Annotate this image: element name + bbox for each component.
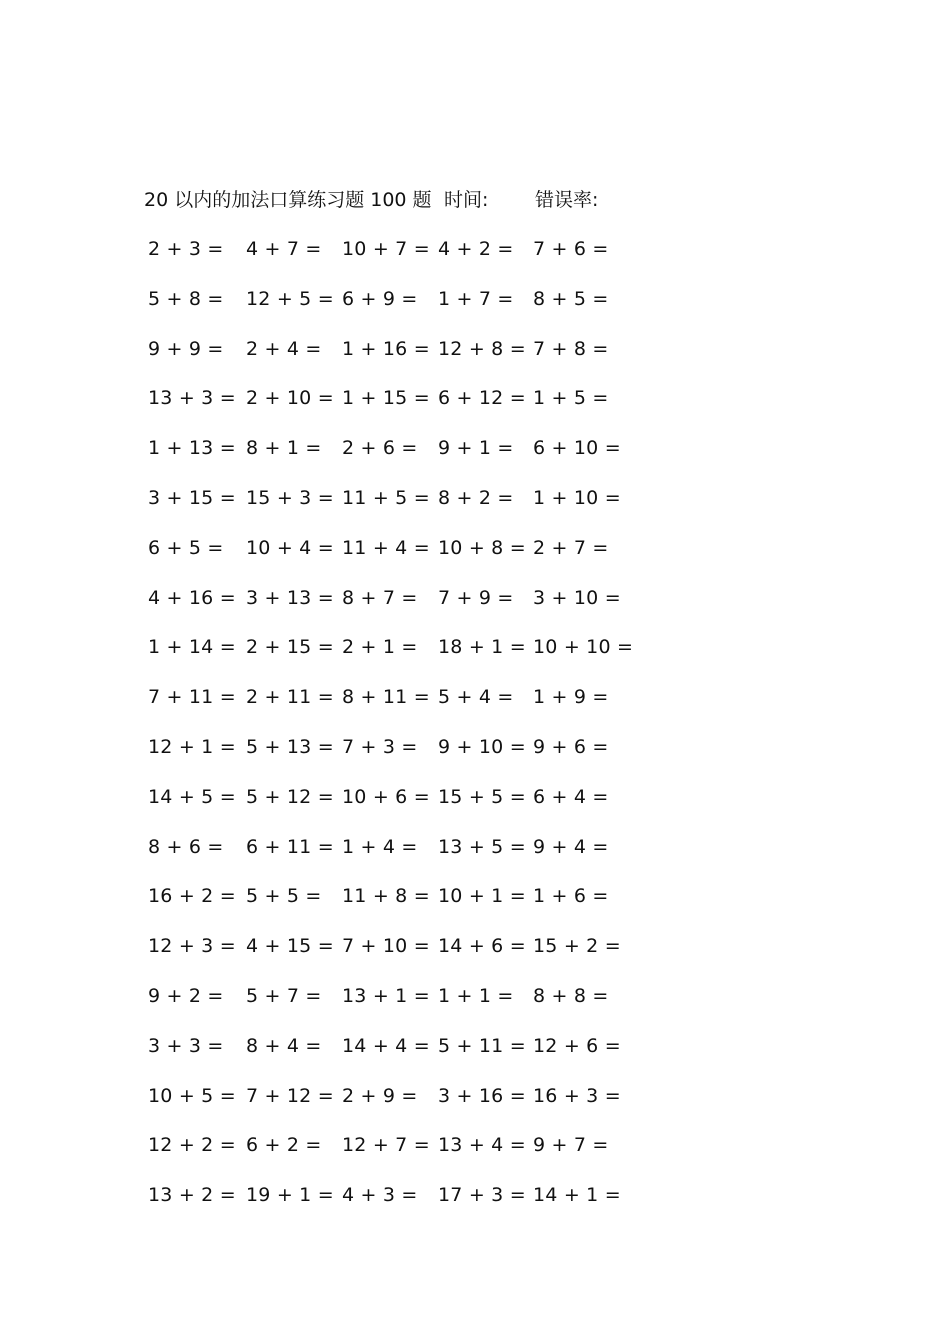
problem-item: 4 + 3 = (342, 1184, 418, 1207)
problem-item: 13 + 5 = (438, 835, 526, 858)
problem-item: 9 + 10 = (438, 736, 526, 758)
problem-item: 4 + 16 = (148, 586, 236, 609)
problem-item: 10 + 7 = (342, 238, 430, 260)
problem-item: 2 + 15 = (246, 636, 334, 659)
problem-row (0, 682, 700, 712)
problem-item: 7 + 11 = (148, 686, 236, 709)
problem-item: 3 + 10 = (533, 586, 621, 609)
problem-item: 2 + 4 = (246, 337, 322, 360)
problem-item: 2 + 7 = (533, 536, 609, 559)
time-label: 时间: (444, 189, 489, 211)
problem-item: 12 + 1 = (148, 736, 236, 758)
problem-item: 9 + 9 = (148, 337, 224, 360)
problem-row (0, 931, 700, 961)
problem-row (0, 1031, 700, 1061)
problem-item: 2 + 3 = (148, 238, 224, 260)
problem-item: 7 + 10 = (342, 935, 430, 958)
problem-item: 6 + 10 = (533, 437, 621, 460)
problem-item: 3 + 13 = (246, 586, 334, 609)
problem-item: 2 + 10 = (246, 387, 334, 410)
problem-item: 12 + 6 = (533, 1034, 621, 1057)
problem-item: 10 + 10 = (533, 636, 634, 659)
problem-item: 7 + 9 = (438, 586, 514, 609)
problem-item: 3 + 16 = (438, 1084, 526, 1107)
problem-item: 9 + 6 = (533, 736, 609, 758)
problem-item: 8 + 7 = (342, 586, 418, 609)
problem-row (0, 483, 700, 513)
problem-item: 18 + 1 = (438, 636, 526, 659)
problem-item: 2 + 11 = (246, 686, 334, 709)
problem-item: 6 + 2 = (246, 1134, 322, 1157)
worksheet-title: 20 以内的加法口算练习题 100 题 (144, 189, 432, 211)
problem-item: 2 + 1 = (342, 636, 418, 659)
problem-item: 11 + 4 = (342, 536, 430, 559)
problem-item: 1 + 15 = (342, 387, 430, 410)
problem-item: 6 + 5 = (148, 536, 224, 559)
problem-item: 6 + 11 = (246, 835, 334, 858)
problem-item: 8 + 6 = (148, 835, 224, 858)
problem-item: 4 + 2 = (438, 238, 514, 260)
problem-item: 8 + 5 = (533, 287, 609, 310)
problem-item: 15 + 2 = (533, 935, 621, 958)
problem-item: 16 + 3 = (533, 1084, 621, 1107)
problem-item: 7 + 3 = (342, 736, 418, 758)
problem-item: 12 + 7 = (342, 1134, 430, 1157)
problem-item: 5 + 8 = (148, 287, 224, 310)
problem-item: 10 + 6 = (342, 785, 430, 808)
problem-item: 10 + 5 = (148, 1084, 236, 1107)
problem-item: 5 + 11 = (438, 1034, 526, 1057)
problem-item: 14 + 1 = (533, 1184, 621, 1207)
problem-row (0, 782, 700, 812)
problem-item: 5 + 4 = (438, 686, 514, 709)
problem-item: 14 + 5 = (148, 785, 236, 808)
problem-item: 10 + 1 = (438, 885, 526, 908)
problem-item: 4 + 15 = (246, 935, 334, 958)
problem-row (0, 234, 700, 264)
problem-item: 1 + 16 = (342, 337, 430, 360)
problem-row (0, 881, 700, 911)
problem-item: 8 + 2 = (438, 487, 514, 509)
problem-item: 1 + 14 = (148, 636, 236, 659)
problem-item: 1 + 7 = (438, 287, 514, 310)
problem-item: 16 + 2 = (148, 885, 236, 908)
problem-row (0, 732, 700, 762)
problem-item: 12 + 5 = (246, 287, 334, 310)
problem-item: 7 + 6 = (533, 238, 609, 260)
problem-item: 12 + 3 = (148, 935, 236, 958)
problem-item: 10 + 4 = (246, 536, 334, 559)
problem-item: 5 + 12 = (246, 785, 334, 808)
problem-item: 14 + 4 = (342, 1034, 430, 1057)
problem-item: 6 + 4 = (533, 785, 609, 808)
problem-row (0, 383, 700, 413)
problem-item: 3 + 3 = (148, 1034, 224, 1057)
problem-item: 13 + 3 = (148, 387, 236, 410)
problem-row (0, 334, 700, 364)
problem-row (0, 1130, 700, 1160)
problem-item: 12 + 2 = (148, 1134, 236, 1157)
problem-item: 1 + 4 = (342, 835, 418, 858)
problem-item: 13 + 2 = (148, 1184, 236, 1207)
problem-item: 1 + 9 = (533, 686, 609, 709)
problem-item: 1 + 6 = (533, 885, 609, 908)
problem-item: 2 + 9 = (342, 1084, 418, 1107)
problem-item: 5 + 7 = (246, 985, 322, 1007)
problem-item: 5 + 13 = (246, 736, 334, 758)
problem-row (0, 533, 700, 563)
problem-item: 6 + 9 = (342, 287, 418, 310)
problem-item: 17 + 3 = (438, 1184, 526, 1207)
problem-item: 10 + 8 = (438, 536, 526, 559)
problem-item: 2 + 6 = (342, 437, 418, 460)
problem-item: 9 + 7 = (533, 1134, 609, 1157)
problem-item: 8 + 1 = (246, 437, 322, 460)
problem-item: 1 + 13 = (148, 437, 236, 460)
problem-item: 8 + 8 = (533, 985, 609, 1007)
problem-item: 12 + 8 = (438, 337, 526, 360)
problem-item: 9 + 2 = (148, 985, 224, 1007)
problem-item: 13 + 1 = (342, 985, 430, 1007)
problem-row (0, 284, 700, 314)
problem-item: 4 + 7 = (246, 238, 322, 260)
problem-item: 19 + 1 = (246, 1184, 334, 1207)
problem-item: 11 + 5 = (342, 487, 430, 509)
problem-row (0, 832, 700, 862)
problem-item: 13 + 4 = (438, 1134, 526, 1157)
problem-item: 11 + 8 = (342, 885, 430, 908)
problem-item: 1 + 5 = (533, 387, 609, 410)
problem-item: 15 + 5 = (438, 785, 526, 808)
problem-item: 9 + 4 = (533, 835, 609, 858)
problem-item: 3 + 15 = (148, 487, 236, 509)
problem-row (0, 981, 700, 1011)
problem-row (0, 632, 700, 662)
problem-row (0, 583, 700, 613)
problem-row (0, 1081, 700, 1111)
problem-row (0, 433, 700, 463)
problem-item: 7 + 8 = (533, 337, 609, 360)
problem-item: 14 + 6 = (438, 935, 526, 958)
problem-item: 9 + 1 = (438, 437, 514, 460)
problem-item: 1 + 10 = (533, 487, 621, 509)
problem-item: 1 + 1 = (438, 985, 514, 1007)
problem-item: 7 + 12 = (246, 1084, 334, 1107)
problem-item: 5 + 5 = (246, 885, 322, 908)
error-rate-label: 错误率: (535, 189, 599, 211)
problem-item: 8 + 11 = (342, 686, 430, 709)
problem-item: 8 + 4 = (246, 1034, 322, 1057)
problem-item: 15 + 3 = (246, 487, 334, 509)
problem-row (0, 1180, 700, 1210)
problem-item: 6 + 12 = (438, 387, 526, 410)
